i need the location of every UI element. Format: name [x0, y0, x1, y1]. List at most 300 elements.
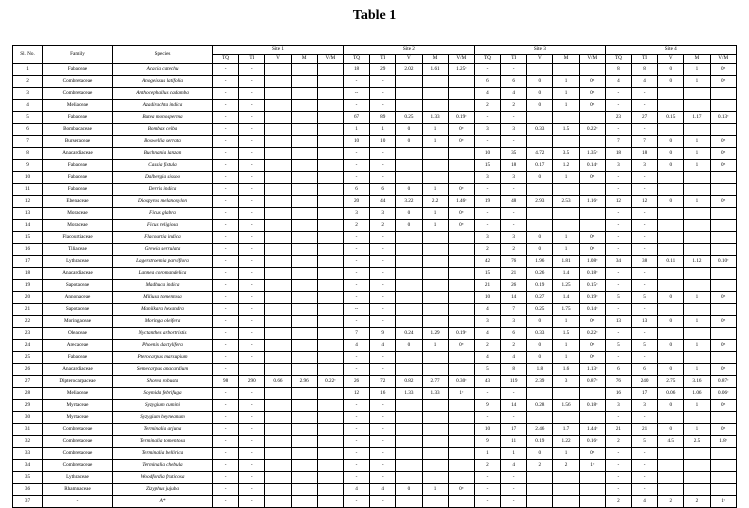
value-cell [291, 124, 317, 136]
value-cell: 26 [501, 280, 527, 292]
value-cell: 12 [605, 196, 631, 208]
value-cell [291, 364, 317, 376]
serial-number-cell: 2 [13, 76, 43, 88]
value-cell: 2 [658, 496, 684, 508]
species-cell: Nyctanthes arbortristis [113, 328, 213, 340]
value-cell: - [632, 328, 658, 340]
serial-number-cell: 16 [13, 244, 43, 256]
value-cell: 7 [605, 136, 631, 148]
value-cell: - [632, 88, 658, 100]
value-cell: 20 [343, 196, 369, 208]
value-cell [265, 64, 291, 76]
value-cell: - [474, 208, 500, 220]
value-cell: 1.61 [422, 64, 448, 76]
family-cell: Fabaceae [43, 112, 113, 124]
header-family: Family [43, 46, 113, 64]
value-cell: 2 [343, 220, 369, 232]
value-cell [291, 496, 317, 508]
value-cell [396, 148, 422, 160]
value-cell: 0ᵘ [579, 244, 605, 256]
value-cell: - [370, 412, 396, 424]
value-cell: - [213, 280, 239, 292]
value-cell: 1 [684, 148, 710, 160]
value-cell [658, 232, 684, 244]
value-cell [317, 220, 343, 232]
value-cell: 42 [474, 256, 500, 268]
value-cell [710, 268, 736, 280]
value-cell [265, 208, 291, 220]
value-cell [553, 220, 579, 232]
serial-number-cell: 30 [13, 412, 43, 424]
value-cell: - [343, 148, 369, 160]
value-cell: 3 [501, 172, 527, 184]
value-cell: - [343, 268, 369, 280]
species-cell: Pterocarpus marsupium [113, 352, 213, 364]
value-cell: - [501, 184, 527, 196]
value-cell: 0 [658, 400, 684, 412]
value-cell [579, 220, 605, 232]
value-cell: 3 [474, 172, 500, 184]
value-cell: - [343, 448, 369, 460]
value-cell [422, 88, 448, 100]
value-cell: - [605, 448, 631, 460]
value-cell: - [605, 280, 631, 292]
value-cell: 6 [474, 76, 500, 88]
serial-number-cell: 17 [13, 256, 43, 268]
value-cell [265, 268, 291, 280]
value-cell [291, 436, 317, 448]
value-cell: - [501, 220, 527, 232]
value-cell: 6 [501, 76, 527, 88]
species-cell: Phoenix dactylifera [113, 340, 213, 352]
value-cell [396, 304, 422, 316]
value-cell: - [239, 100, 265, 112]
value-cell: 0ᵘ [710, 196, 736, 208]
serial-number-cell: 34 [13, 460, 43, 472]
value-cell: - [213, 256, 239, 268]
table-row [13, 316, 737, 328]
table-row [13, 484, 737, 496]
value-cell [265, 88, 291, 100]
value-cell: 4 [632, 496, 658, 508]
value-cell [448, 364, 474, 376]
value-cell: - [213, 148, 239, 160]
value-cell [265, 220, 291, 232]
value-cell [291, 388, 317, 400]
value-cell: - [343, 76, 369, 88]
value-cell: 1 [684, 424, 710, 436]
value-cell [317, 196, 343, 208]
value-cell: 240 [632, 376, 658, 388]
value-cell: - [213, 112, 239, 124]
value-cell: - [343, 412, 369, 424]
value-cell: 3 [474, 232, 500, 244]
value-cell [684, 124, 710, 136]
value-cell [658, 184, 684, 196]
value-cell: 0.33 [527, 124, 553, 136]
value-cell [265, 244, 291, 256]
value-cell: - [213, 160, 239, 172]
value-cell: - [370, 160, 396, 172]
value-cell: 1.8 [527, 364, 553, 376]
value-cell [579, 472, 605, 484]
value-cell [710, 184, 736, 196]
value-cell [527, 208, 553, 220]
value-cell: 0ᵘ [710, 64, 736, 76]
value-cell: 0 [527, 448, 553, 460]
value-cell [422, 424, 448, 436]
family-cell: Combretaceae [43, 460, 113, 472]
value-cell: 18 [343, 64, 369, 76]
species-cell: Acacia catechu [113, 64, 213, 76]
value-cell [710, 220, 736, 232]
serial-number-cell: 28 [13, 388, 43, 400]
family-cell: Annonaceae [43, 292, 113, 304]
value-cell [422, 352, 448, 364]
value-cell: - [370, 496, 396, 508]
species-cell: Cassia fistula [113, 160, 213, 172]
value-cell: 2 [605, 436, 631, 448]
table-row [13, 184, 737, 196]
value-cell [291, 184, 317, 196]
value-cell [422, 436, 448, 448]
table-row [13, 376, 737, 388]
value-cell: - [632, 208, 658, 220]
table-row [13, 304, 737, 316]
value-cell: 1 [553, 244, 579, 256]
value-cell [291, 328, 317, 340]
value-cell: - [239, 148, 265, 160]
value-cell: 0.18ᶜ [579, 268, 605, 280]
value-cell: - [239, 484, 265, 496]
value-cell [317, 64, 343, 76]
value-cell: - [239, 232, 265, 244]
value-cell: 1.56 [553, 400, 579, 412]
value-cell: 6 [501, 328, 527, 340]
value-cell [291, 472, 317, 484]
value-cell [710, 280, 736, 292]
value-cell [265, 172, 291, 184]
value-cell [658, 88, 684, 100]
value-cell: - [239, 280, 265, 292]
value-cell: 4 [474, 328, 500, 340]
value-cell: 0.19ᶜ [448, 328, 474, 340]
value-cell: - [474, 484, 500, 496]
species-cell: Syzygium heyneanum [113, 412, 213, 424]
table-row [13, 352, 737, 364]
value-cell [422, 412, 448, 424]
value-cell: 2.5 [684, 436, 710, 448]
value-cell [291, 352, 317, 364]
value-cell: 3 [501, 124, 527, 136]
value-cell [448, 352, 474, 364]
value-cell [422, 316, 448, 328]
value-cell: - [632, 460, 658, 472]
value-cell: 7 [343, 328, 369, 340]
serial-number-cell: 14 [13, 220, 43, 232]
value-cell: - [239, 244, 265, 256]
value-cell [265, 256, 291, 268]
value-cell [658, 460, 684, 472]
table-row [13, 412, 737, 424]
value-cell [710, 460, 736, 472]
value-cell: - [632, 472, 658, 484]
value-cell: - [605, 232, 631, 244]
value-cell: - [213, 496, 239, 508]
value-cell: 1 [553, 76, 579, 88]
serial-number-cell: 6 [13, 124, 43, 136]
value-cell: - [370, 88, 396, 100]
value-cell [291, 76, 317, 88]
species-cell: Diospyros melanoxylon [113, 196, 213, 208]
table-row [13, 460, 737, 472]
value-cell: 19 [474, 196, 500, 208]
value-cell: 1.6 [553, 364, 579, 376]
value-cell: - [239, 352, 265, 364]
serial-number-cell: 22 [13, 316, 43, 328]
value-cell [265, 292, 291, 304]
value-cell [317, 316, 343, 328]
value-cell [527, 412, 553, 424]
value-cell: 4 [343, 484, 369, 496]
value-cell: 3 [605, 400, 631, 412]
value-cell: 0.25 [396, 112, 422, 124]
value-cell [265, 328, 291, 340]
value-cell [317, 280, 343, 292]
value-cell [265, 496, 291, 508]
table-body [13, 64, 737, 508]
value-cell [553, 388, 579, 400]
value-cell: 1 [553, 88, 579, 100]
value-cell: - [605, 268, 631, 280]
value-cell: 0 [396, 136, 422, 148]
header-metric: V/M [710, 55, 736, 64]
value-cell [317, 472, 343, 484]
value-cell [396, 496, 422, 508]
species-cell: Dalbergia sissoo [113, 172, 213, 184]
value-cell: 3.22 [396, 196, 422, 208]
serial-number-cell: 10 [13, 172, 43, 184]
value-cell [710, 244, 736, 256]
value-cell: 1.44ᶜ [579, 424, 605, 436]
value-cell: 0 [658, 424, 684, 436]
header-metric: TI [501, 55, 527, 64]
value-cell: - [370, 76, 396, 88]
value-cell: 0ᵘ [579, 88, 605, 100]
value-cell [684, 304, 710, 316]
value-cell: 1.25 [553, 280, 579, 292]
value-cell: 8 [632, 64, 658, 76]
value-cell [527, 472, 553, 484]
family-cell: Fabaceae [43, 352, 113, 364]
value-cell: - [343, 472, 369, 484]
value-cell: 7 [501, 304, 527, 316]
value-cell [291, 160, 317, 172]
value-cell: 0.24 [396, 328, 422, 340]
value-cell [265, 76, 291, 88]
value-cell [317, 124, 343, 136]
value-cell: - [213, 232, 239, 244]
value-cell [422, 268, 448, 280]
value-cell: - [474, 496, 500, 508]
value-cell [553, 136, 579, 148]
value-cell [684, 460, 710, 472]
value-cell: 0.87ᶜ [579, 376, 605, 388]
value-cell: - [213, 424, 239, 436]
serial-number-cell: 11 [13, 184, 43, 196]
value-cell [291, 424, 317, 436]
value-cell [396, 76, 422, 88]
value-cell: 21 [605, 424, 631, 436]
value-cell [317, 496, 343, 508]
family-cell: Fabaceae [43, 64, 113, 76]
value-cell: - [239, 160, 265, 172]
value-cell [291, 316, 317, 328]
value-cell [579, 208, 605, 220]
value-cell: 3 [553, 376, 579, 388]
value-cell [579, 484, 605, 496]
value-cell: 0ᵘ [710, 148, 736, 160]
value-cell: 1 [422, 208, 448, 220]
value-cell [658, 328, 684, 340]
value-cell: 4 [501, 460, 527, 472]
value-cell [291, 148, 317, 160]
value-cell [291, 460, 317, 472]
species-cell: Shorea robusta [113, 376, 213, 388]
value-cell [448, 88, 474, 100]
value-cell: - [370, 304, 396, 316]
table-row [13, 388, 737, 400]
value-cell [684, 448, 710, 460]
value-cell: 0.06 [658, 388, 684, 400]
value-cell: - [605, 184, 631, 196]
value-cell [710, 172, 736, 184]
value-cell: 0.14ᶜ [579, 160, 605, 172]
value-cell [396, 352, 422, 364]
value-cell: 6 [370, 184, 396, 196]
value-cell: 5 [605, 340, 631, 352]
value-cell: 1.12 [684, 256, 710, 268]
value-cell: 23 [605, 112, 631, 124]
value-cell: - [239, 172, 265, 184]
value-cell: 1 [422, 340, 448, 352]
value-cell: 0 [658, 292, 684, 304]
value-cell [448, 268, 474, 280]
value-cell: 72 [370, 376, 396, 388]
value-cell [265, 484, 291, 496]
value-cell: - [370, 268, 396, 280]
value-cell: 0 [396, 124, 422, 136]
value-cell: - [213, 304, 239, 316]
value-cell [317, 436, 343, 448]
value-cell [710, 412, 736, 424]
value-cell [710, 448, 736, 460]
value-cell [684, 412, 710, 424]
value-cell [396, 448, 422, 460]
value-cell: 0.15ᶜ [579, 280, 605, 292]
value-cell [317, 76, 343, 88]
serial-number-cell: 35 [13, 472, 43, 484]
value-cell [448, 496, 474, 508]
value-cell: 1 [553, 448, 579, 460]
value-cell: 4 [501, 352, 527, 364]
header-species: Species [113, 46, 213, 64]
family-cell: Myrtaceae [43, 412, 113, 424]
value-cell [710, 124, 736, 136]
value-cell: - [605, 304, 631, 316]
family-cell: - [43, 496, 113, 508]
value-cell: 29 [370, 64, 396, 76]
value-cell [553, 112, 579, 124]
value-cell [448, 160, 474, 172]
value-cell: 11 [501, 436, 527, 448]
table-row [13, 424, 737, 436]
value-cell: 1 [684, 160, 710, 172]
value-cell: 0.18ᶜ [579, 400, 605, 412]
value-cell: 2 [501, 340, 527, 352]
value-cell: 0ᵘ [448, 340, 474, 352]
serial-number-cell: 29 [13, 400, 43, 412]
value-cell: 0.19ᶜ [448, 112, 474, 124]
value-cell [658, 244, 684, 256]
value-cell [684, 484, 710, 496]
value-cell: 2.75 [658, 376, 684, 388]
value-cell [317, 208, 343, 220]
value-cell: 0ᵘ [710, 424, 736, 436]
value-cell: 1 [553, 316, 579, 328]
value-cell: 0ᵘ [710, 76, 736, 88]
value-cell: 0.17 [527, 160, 553, 172]
header-sl-no: Sl. No. [13, 46, 43, 64]
table-row [13, 268, 737, 280]
serial-number-cell: 12 [13, 196, 43, 208]
value-cell [422, 232, 448, 244]
value-cell [317, 448, 343, 460]
value-cell [396, 244, 422, 256]
value-cell [684, 100, 710, 112]
value-cell [658, 208, 684, 220]
value-cell [684, 208, 710, 220]
value-cell [448, 76, 474, 88]
value-cell [422, 304, 448, 316]
value-cell: 4 [343, 340, 369, 352]
value-cell: 1ᶜ [579, 460, 605, 472]
family-cell: Anacardiaceae [43, 148, 113, 160]
value-cell: - [239, 448, 265, 460]
value-cell: - [343, 280, 369, 292]
value-cell: 1.75 [553, 304, 579, 316]
value-cell: 2 [501, 100, 527, 112]
value-cell [396, 412, 422, 424]
species-cell: Buchnania lanzan [113, 148, 213, 160]
value-cell [265, 472, 291, 484]
value-cell: 0.82 [396, 376, 422, 388]
value-cell: 0.19 [527, 280, 553, 292]
value-cell [579, 496, 605, 508]
value-cell: - [239, 196, 265, 208]
value-cell: - [343, 316, 369, 328]
value-cell: - [343, 100, 369, 112]
value-cell [710, 208, 736, 220]
value-cell: 0ᵘ [710, 364, 736, 376]
value-cell: 1 [553, 100, 579, 112]
value-cell: 76 [605, 376, 631, 388]
value-cell: 21 [632, 424, 658, 436]
value-cell [396, 160, 422, 172]
value-cell [422, 172, 448, 184]
value-cell: - [501, 472, 527, 484]
value-cell [291, 232, 317, 244]
